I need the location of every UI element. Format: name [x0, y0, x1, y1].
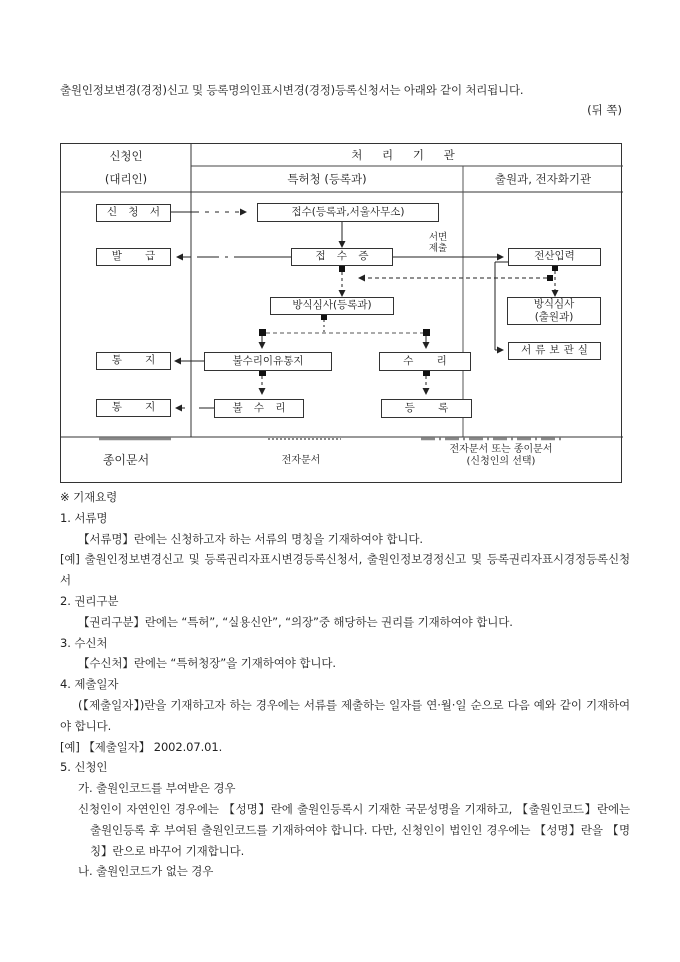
footer-either-line2: (신청인의 선택)	[466, 456, 536, 467]
paper-submission-line1: 서면	[428, 232, 448, 243]
guide-item-1-heading: 1. 서류명	[60, 510, 108, 525]
guide-item-5-sub-a: 가. 출원인코드를 부여받은 경우	[78, 781, 236, 796]
guide-item-2-text: 【권리구분】란에는 “특허”, “실용신안”, “의장”중 해당하는 권리를 기재하여야 합니다.	[78, 614, 513, 629]
box-registration: 등 록	[381, 399, 472, 418]
page-side-note: (뒤 쪽)	[587, 103, 622, 117]
paper-submission-line2: 제출	[428, 242, 448, 254]
footer-paper-document: 종이문서	[102, 453, 150, 467]
box-acceptance: 수 리	[379, 352, 471, 371]
guide-item-1-text: 【서류명】란에는 신청하고자 하는 서류의 명칭을 기재하여야 합니다.	[78, 531, 423, 546]
paper-submission-label	[423, 233, 453, 255]
process-flowchart	[60, 143, 622, 483]
guide-item-4-text: (【제출일자】)란을 기재하고자 하는 경우에는 서류를 제출하는 일자를 연·월·일 순으로 다음 예와 같이 기재하여야 합니다.	[60, 697, 630, 733]
box-data-entry: 전산입력	[508, 248, 601, 266]
filling-instructions	[60, 487, 630, 882]
guide-item-5-sub-b: 나. 출원인코드가 없는 경우	[78, 864, 214, 879]
guide-item-5-sub-a-text: 신청인이 자연인인 경우에는 【성명】란에 출원인등록시 기재한 국문성명을 기재하고, 【출원인코드】란에는 출원인등록 후 부여된 출원인코드를 기재하여야 합니다. 다만, 신청인이 법인인 경우에는 【성명】란을 【명칭】란으로 바꾸어 기재합니다.	[78, 801, 630, 858]
formality-filing-line1: 방식심사	[533, 297, 575, 310]
box-archive: 서류보관실	[508, 342, 601, 360]
guide-item-1-example: [예] 출원인정보변경신고 및 등록권리자표시변경등록신청서, 출원인정보경정신고 및 등록권리자표시경정등록신청서	[60, 552, 630, 588]
header-applicant: 신청인	[109, 149, 143, 163]
guide-item-4-example: [예] 【제출일자】 2002.07.01.	[60, 739, 223, 754]
box-formality-exam-filing	[507, 297, 601, 325]
footer-electronic-document: 전자문서	[281, 455, 321, 466]
box-rejection: 불 수 리	[214, 399, 304, 418]
box-receipt: 접 수 증	[291, 248, 393, 266]
box-notice-2: 통 지	[96, 399, 171, 417]
intro-text: 출원인정보변경(경정)신고 및 등록명의인표시변경(경정)등록신청서는 아래와 같이 처리됩니다.	[60, 83, 524, 97]
guide-item-5-heading: 5. 신청인	[60, 760, 108, 775]
footer-either-line1: 전자문서 또는 종이문서	[449, 444, 553, 455]
box-rejection-notice: 불수리이유통지	[204, 352, 332, 371]
box-formality-exam: 방식심사(등록과)	[270, 297, 394, 315]
guide-item-3-text: 【수신처】란에는 “특허청장”을 기재하여야 합니다.	[78, 656, 336, 671]
guide-item-2-heading: 2. 권리구분	[60, 593, 119, 608]
header-filing-division: 출원과, 전자화기관	[494, 172, 592, 186]
formality-filing-line2: (출원과)	[534, 311, 574, 323]
guide-item-3-heading: 3. 수신처	[60, 635, 108, 650]
box-notice-1: 통 지	[96, 352, 171, 370]
guide-title: ※ 기재요령	[60, 490, 118, 504]
guide-item-4-heading: 4. 제출일자	[60, 677, 119, 692]
box-issue: 발 급	[96, 248, 171, 266]
header-processing-agency: 처 리 기 관	[351, 148, 463, 162]
footer-either-document	[411, 444, 591, 468]
header-agent: (대리인)	[104, 172, 148, 186]
box-application: 신 청 서	[96, 204, 171, 222]
box-reception: 접수(등록과,서울사무소)	[257, 203, 439, 222]
header-kipo: 특허청 (등록과)	[287, 172, 367, 186]
